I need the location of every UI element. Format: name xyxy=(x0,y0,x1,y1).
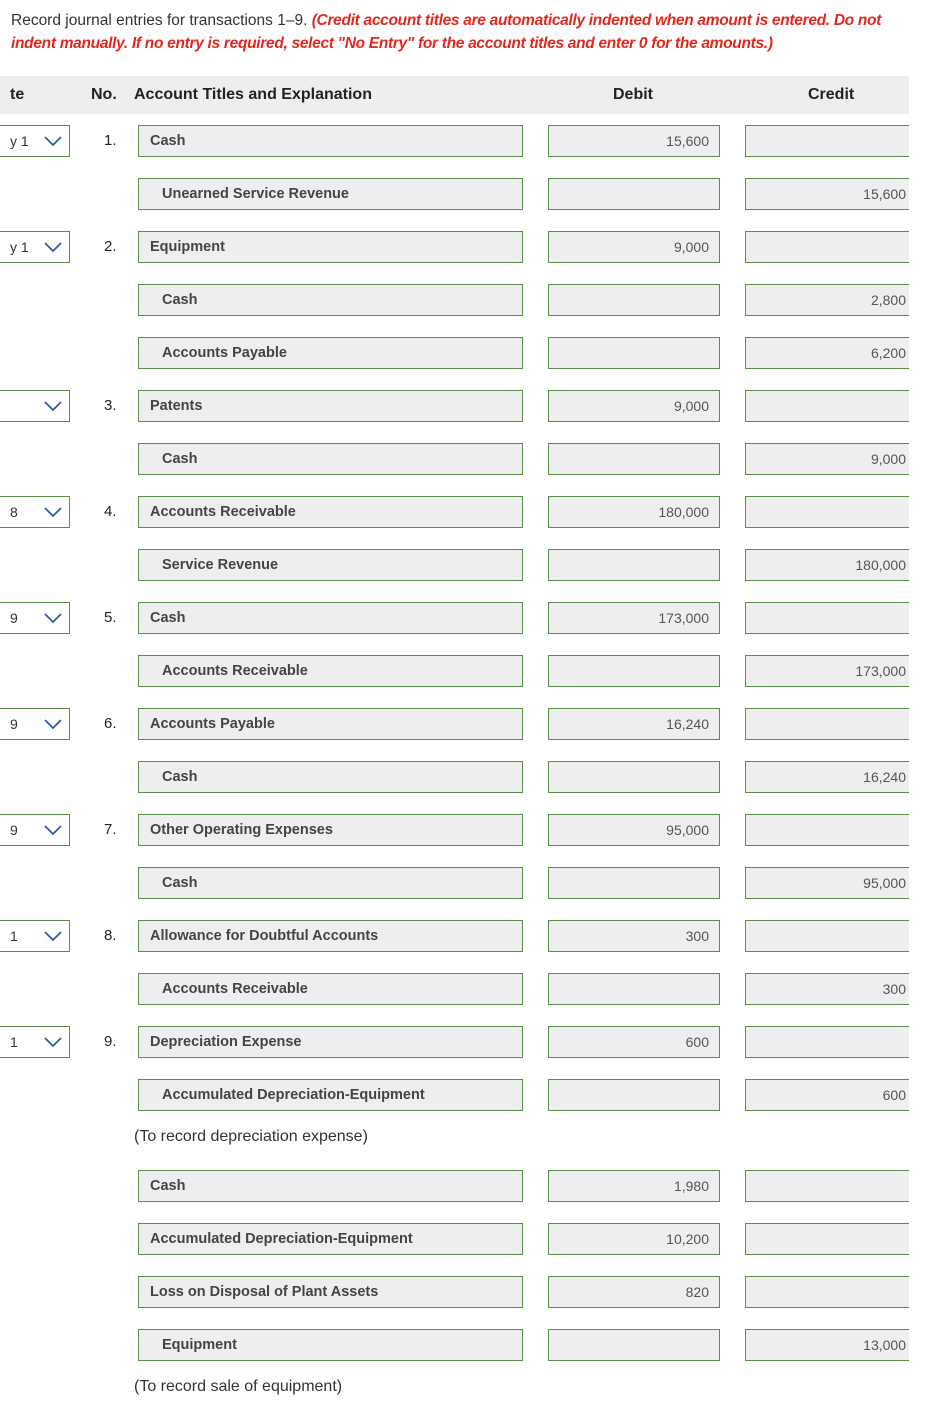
account-title-field[interactable]: Accounts Payable xyxy=(138,708,523,740)
date-value: 9 xyxy=(10,822,18,838)
journal-row xyxy=(0,1025,928,1059)
debit-field[interactable]: 95,000 xyxy=(548,814,720,846)
debit-field[interactable] xyxy=(548,761,720,793)
credit-field[interactable]: 15,600 xyxy=(745,178,909,210)
debit-field[interactable]: 9,000 xyxy=(548,231,720,263)
debit-field[interactable] xyxy=(548,284,720,316)
account-title-field[interactable]: Patents xyxy=(138,390,523,422)
entry-number: 1. xyxy=(104,132,117,149)
journal-row xyxy=(0,1078,928,1112)
entry-number: 8. xyxy=(104,927,117,944)
credit-field[interactable] xyxy=(745,1276,909,1308)
header-credit: Credit xyxy=(808,86,855,103)
debit-field[interactable] xyxy=(548,973,720,1005)
debit-field[interactable] xyxy=(548,867,720,899)
date-value: 9 xyxy=(10,716,18,732)
header-account-titles: Account Titles and Explanation xyxy=(134,86,372,103)
credit-field[interactable] xyxy=(745,708,909,740)
credit-field[interactable]: 300 xyxy=(745,973,909,1005)
chevron-down-icon xyxy=(42,823,64,837)
debit-field[interactable]: 173,000 xyxy=(548,602,720,634)
credit-field[interactable]: 180,000 xyxy=(745,549,909,581)
journal-row xyxy=(0,283,928,317)
debit-field[interactable]: 9,000 xyxy=(548,390,720,422)
account-title-field[interactable]: Cash xyxy=(138,602,523,634)
credit-field[interactable] xyxy=(745,1170,909,1202)
date-select[interactable] xyxy=(0,231,70,263)
account-title-field[interactable]: Accounts Receivable xyxy=(138,655,523,687)
debit-field[interactable]: 10,200 xyxy=(548,1223,720,1255)
entry-number: 7. xyxy=(104,821,117,838)
date-value: y 1 xyxy=(10,239,29,255)
debit-field[interactable] xyxy=(548,1329,720,1361)
debit-field[interactable]: 300 xyxy=(548,920,720,952)
account-title-field[interactable]: Cash xyxy=(138,867,523,899)
entry-number: 4. xyxy=(104,503,117,520)
credit-field[interactable] xyxy=(745,390,909,422)
entry-number: 5. xyxy=(104,609,117,626)
journal-row xyxy=(0,866,928,900)
journal-row xyxy=(0,760,928,794)
chevron-down-icon xyxy=(42,929,64,943)
journal-row xyxy=(0,124,928,158)
account-title-field[interactable]: Loss on Disposal of Plant Assets xyxy=(138,1276,523,1308)
chevron-down-icon xyxy=(42,1035,64,1049)
account-title-field[interactable]: Other Operating Expenses xyxy=(138,814,523,846)
journal-row xyxy=(0,442,928,476)
date-value: 1 xyxy=(10,928,18,944)
date-select[interactable] xyxy=(0,496,70,528)
account-title-field[interactable]: Unearned Service Revenue xyxy=(138,178,523,210)
date-value: 1 xyxy=(10,1034,18,1050)
date-value: y 1 xyxy=(10,133,29,149)
debit-field[interactable]: 600 xyxy=(548,1026,720,1058)
chevron-down-icon xyxy=(42,505,64,519)
journal-row xyxy=(0,813,928,847)
account-title-field[interactable]: Cash xyxy=(138,443,523,475)
journal-row xyxy=(0,336,928,370)
debit-field[interactable] xyxy=(548,549,720,581)
date-select[interactable] xyxy=(0,390,70,422)
debit-field[interactable] xyxy=(548,337,720,369)
debit-field[interactable]: 16,240 xyxy=(548,708,720,740)
journal-row xyxy=(0,1328,928,1362)
credit-field[interactable] xyxy=(745,814,909,846)
journal-row xyxy=(0,548,928,582)
credit-field[interactable]: 13,000 xyxy=(745,1329,909,1361)
credit-field[interactable] xyxy=(745,920,909,952)
journal-row xyxy=(0,389,928,423)
entry-number: 6. xyxy=(104,715,117,732)
chevron-down-icon xyxy=(42,134,64,148)
account-title-field[interactable]: Accounts Receivable xyxy=(138,496,523,528)
journal-row xyxy=(0,654,928,688)
credit-field[interactable]: 16,240 xyxy=(745,761,909,793)
journal-row xyxy=(0,919,928,953)
credit-field[interactable] xyxy=(745,602,909,634)
journal-row xyxy=(0,1222,928,1256)
date-select[interactable] xyxy=(0,125,70,157)
entry-number: 2. xyxy=(104,238,117,255)
date-value: 8 xyxy=(10,504,18,520)
date-select[interactable] xyxy=(0,708,70,740)
credit-field[interactable] xyxy=(745,496,909,528)
account-title-field[interactable]: Accounts Receivable xyxy=(138,973,523,1005)
journal-row xyxy=(0,230,928,264)
credit-field[interactable] xyxy=(745,231,909,263)
account-title-field[interactable]: Cash xyxy=(138,284,523,316)
entry-explanation: (To record sale of equipment) xyxy=(134,1378,343,1395)
credit-field[interactable] xyxy=(745,1026,909,1058)
journal-row xyxy=(0,1275,928,1309)
date-select[interactable] xyxy=(0,814,70,846)
journal-row xyxy=(0,495,928,529)
entry-explanation: (To record depreciation expense) xyxy=(134,1128,368,1145)
credit-field[interactable]: 9,000 xyxy=(745,443,909,475)
chevron-down-icon xyxy=(42,611,64,625)
credit-field[interactable] xyxy=(745,1223,909,1255)
journal-row xyxy=(0,601,928,635)
account-title-field[interactable]: Depreciation Expense xyxy=(138,1026,523,1058)
credit-field[interactable]: 2,800 xyxy=(745,284,909,316)
debit-field[interactable]: 820 xyxy=(548,1276,720,1308)
account-title-field[interactable]: Cash xyxy=(138,761,523,793)
debit-field[interactable]: 180,000 xyxy=(548,496,720,528)
date-select[interactable] xyxy=(0,920,70,952)
credit-field[interactable]: 95,000 xyxy=(745,867,909,899)
account-title-field[interactable]: Equipment xyxy=(138,231,523,263)
chevron-down-icon xyxy=(42,240,64,254)
date-select[interactable] xyxy=(0,1026,70,1058)
journal-row xyxy=(0,1169,928,1203)
date-value: 9 xyxy=(10,610,18,626)
header-no: No. xyxy=(91,86,117,103)
account-title-field[interactable]: Allowance for Doubtful Accounts xyxy=(138,920,523,952)
debit-field[interactable]: 1,980 xyxy=(548,1170,720,1202)
journal-row xyxy=(0,707,928,741)
date-select[interactable] xyxy=(0,602,70,634)
account-title-field[interactable]: Accounts Payable xyxy=(138,337,523,369)
account-title-field[interactable]: Cash xyxy=(138,125,523,157)
account-title-field[interactable]: Accumulated Depreciation-Equipment xyxy=(138,1079,523,1111)
account-title-field[interactable]: Equipment xyxy=(138,1329,523,1361)
debit-field[interactable] xyxy=(548,655,720,687)
header-debit: Debit xyxy=(613,86,653,103)
debit-field[interactable] xyxy=(548,178,720,210)
journal-row xyxy=(0,177,928,211)
account-title-field[interactable]: Cash xyxy=(138,1170,523,1202)
instructions-note: (Credit account titles are automatically indented when amount is entered. Do not indent manually. If no entry is required, select "No Entry" for the account titles and enter 0 for the amounts.) xyxy=(11,12,882,52)
header-date: te xyxy=(10,86,25,103)
credit-field[interactable]: 173,000 xyxy=(745,655,909,687)
debit-field[interactable]: 15,600 xyxy=(548,125,720,157)
debit-field[interactable] xyxy=(548,1079,720,1111)
journal-row xyxy=(0,972,928,1006)
entry-number: 9. xyxy=(104,1033,117,1050)
entry-number: 3. xyxy=(104,397,117,414)
instructions-text: Record journal entries for transactions 1–9. xyxy=(11,12,312,29)
debit-field[interactable] xyxy=(548,443,720,475)
credit-field[interactable] xyxy=(745,125,909,157)
chevron-down-icon xyxy=(42,717,64,731)
account-title-field[interactable]: Service Revenue xyxy=(138,549,523,581)
chevron-down-icon xyxy=(42,399,64,413)
account-title-field[interactable]: Accumulated Depreciation-Equipment xyxy=(138,1223,523,1255)
credit-field[interactable]: 6,200 xyxy=(745,337,909,369)
credit-field[interactable]: 600 xyxy=(745,1079,909,1111)
